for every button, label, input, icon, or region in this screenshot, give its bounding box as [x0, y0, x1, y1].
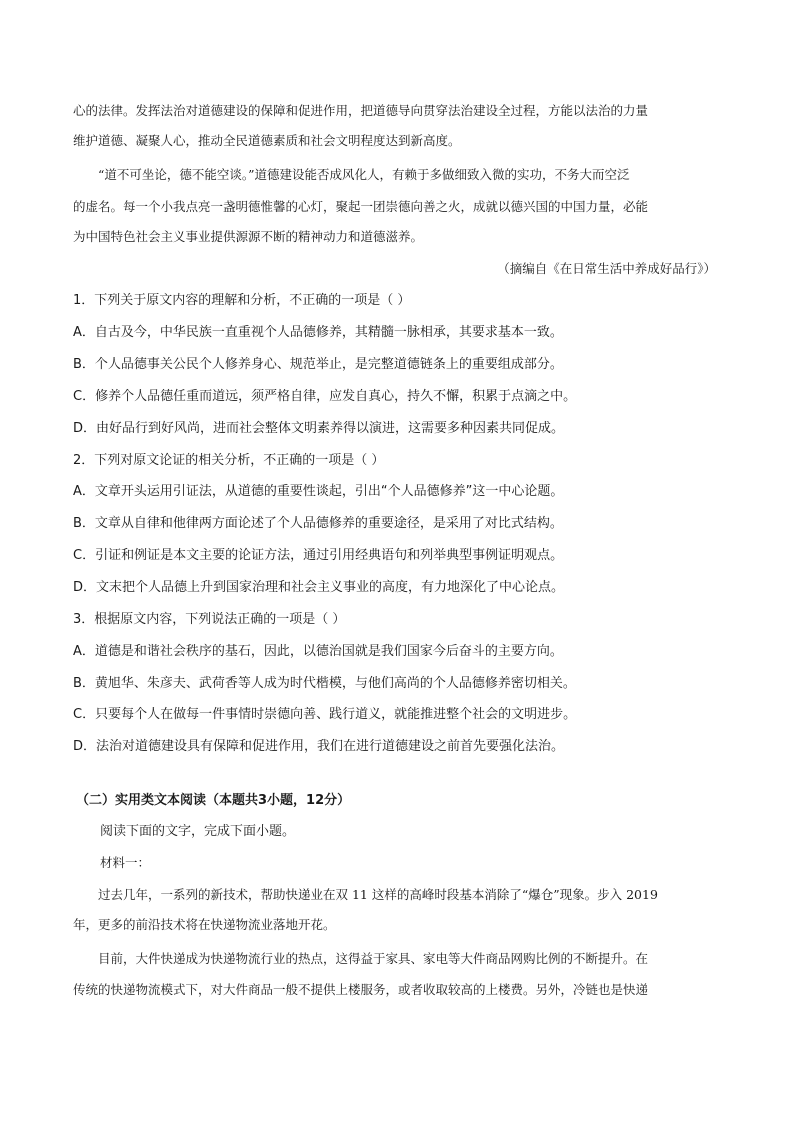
question-option: D．文末把个人品德上升到国家治理和社会主义事业的高度，有力地深化了中心论点。 [73, 580, 565, 595]
question-option: B．黄旭华、朱彦夫、武荷香等人成为时代楷模，与他们高尚的个人品德修养密切相关。 [73, 676, 576, 691]
question-option: B．文章从自律和他律两方面论述了个人品德修养的重要途径，是采用了对比式结构。 [73, 516, 563, 531]
passage-line: 维护道德、凝聚人心，推动全民道德素质和社会文明程度达到新高度。 [73, 133, 461, 148]
material-line: 目前，大件快递成为快递物流行业的热点，这得益于家具、家电等大件商品网购比例的不断提升。在 [98, 951, 649, 966]
question-stem: 3．根据原文内容，下列说法正确的一项是（ ） [73, 612, 346, 627]
question-option: A．自古及今，中华民族一直重视个人品德修养，其精髓一脉相承，其要求基本一致。 [73, 325, 563, 340]
material-line: 过去几年，一系列的新技术，帮助快递业在双 11 这样的高峰时段基本消除了“爆仓”现象。步入 2019 [98, 887, 658, 902]
question-option: C．引证和例证是本文主要的论证方法，通过引用经典语句和列举典型事例证明观点。 [73, 548, 564, 563]
material-label: 材料一： [100, 855, 151, 870]
question-option: B．个人品德事关公民个人修养身心、规范举止，是完整道德链条上的重要组成部分。 [73, 357, 563, 372]
question-option: D．法治对道德建设具有保障和促进作用，我们在进行道德建设之前首先要强化法治。 [73, 739, 565, 754]
passage-line: “道不可坐论，德不能空谈。”道德建设能否成风化人，有赖于多做细致入微的实功，不务大而空泛 [98, 167, 630, 182]
question-stem: 1．下列关于原文内容的理解和分析，不正确的一项是（ ） [73, 293, 411, 308]
question-option: A．文章开头运用引证法，从道德的重要性谈起，引出“个人品德修养”这一中心论题。 [73, 484, 564, 499]
passage-line: 的虚名。每一个小我点亮一盏明德惟馨的心灯，聚起一团崇德向善之火，成就以德兴国的中国力量，必能 [73, 199, 649, 214]
passage-line: 为中国特色社会主义事业提供源源不断的精神动力和道德滋养。 [73, 229, 424, 244]
question-option: C．修养个人品德任重而道远，须严格自律，应发自真心，持久不懈，积累于点滴之中。 [73, 389, 577, 404]
question-stem: 2．下列对原文论证的相关分析，不正确的一项是（ ） [73, 453, 385, 468]
material-line: 传统的快递物流模式下，对大件商品一般不提供上楼服务，或者收取较高的上楼费。另外，冷链也是快递 [73, 982, 649, 997]
section-instruction: 阅读下面的文字，完成下面小题。 [100, 824, 296, 839]
source-note: （摘编自《在日常生活中养成好品行》） [497, 261, 716, 276]
question-option: C．只要每个人在做每一件事情时崇德向善、践行道义，就能推进整个社会的文明进步。 [73, 707, 577, 722]
question-option: A．道德是和谐社会秩序的基石，因此，以德治国就是我们国家今后奋斗的主要方向。 [73, 644, 563, 659]
material-line: 年，更多的前沿技术将在快递物流业落地开花。 [73, 917, 336, 932]
question-option: D．由好品行到好风尚，进而社会整体文明素养得以演进，这需要多种因素共同促成。 [73, 421, 565, 436]
section-heading: （二）实用类文本阅读（本题共3小题，12分） [76, 793, 351, 808]
passage-line: 心的法律。发挥法治对道德建设的保障和促进作用，把道德导向贯穿法治建设全过程，方能以法治的力量 [73, 103, 649, 118]
